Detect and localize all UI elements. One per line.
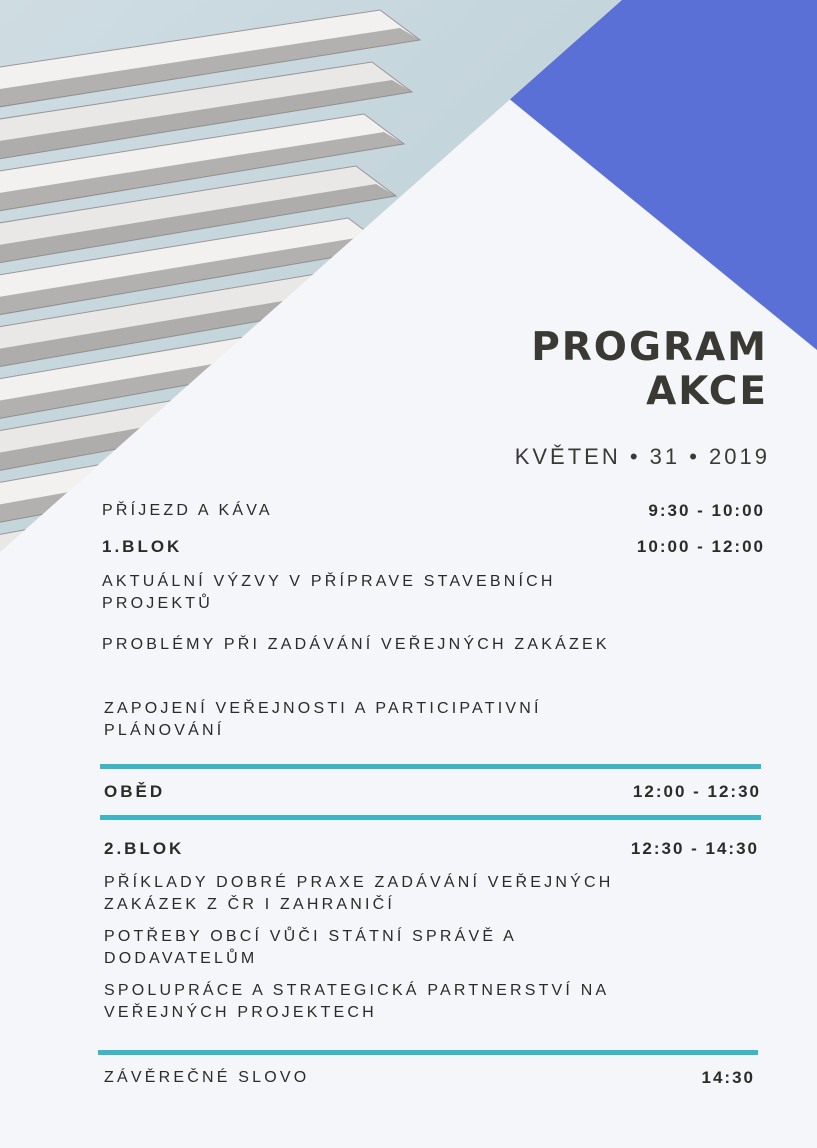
block1-item: ZAPOJENÍ VEŘEJNOSTI A PARTICIPATIVNÍ PLÁNOVÁNÍ — [104, 700, 542, 739]
closing-time: 14:30 — [701, 1068, 755, 1087]
block1-time: 10:00 - 12:00 — [636, 537, 765, 556]
block2-time: 12:30 - 14:30 — [630, 839, 759, 858]
block1-label: 1.BLOK — [102, 537, 183, 556]
block1-item: AKTUÁLNÍ VÝZVY V PŘÍPRAVE STAVEBNÍCH PROJEKTŮ — [102, 573, 556, 612]
title-line-2: AKCE — [646, 369, 768, 414]
block1-item: PROBLÉMY PŘI ZADÁVÁNÍ VEŘEJNÝCH ZAKÁZEK — [102, 636, 610, 653]
divider-line — [100, 764, 761, 769]
block2-item: POTŘEBY OBCÍ VŮČI STÁTNÍ SPRÁVĚ A DODAVATELŮM — [104, 928, 517, 967]
block2-item: SPOLUPRÁCE A STRATEGICKÁ PARTNERSTVÍ NA VEŘEJNÝCH PROJEKTECH — [104, 982, 609, 1021]
block2-item: PŘÍKLADY DOBRÉ PRAXE ZADÁVÁNÍ VEŘEJNÝCH ZAKÁZEK Z ČR I ZAHRANIČÍ — [104, 874, 614, 913]
event-date: KVĚTEN • 31 • 2019 — [514, 444, 770, 469]
title-line-1: PROGRAM — [531, 325, 768, 370]
closing-label: ZÁVĚREČNÉ SLOVO — [104, 1069, 310, 1086]
lunch-time: 12:00 - 12:30 — [632, 782, 761, 801]
arrival-label: PŘÍJEZD A KÁVA — [102, 502, 273, 519]
divider-line — [98, 1050, 758, 1055]
lunch-label: OBĚD — [104, 782, 166, 801]
arrival-time: 9:30 - 10:00 — [648, 501, 765, 520]
block2-label: 2.BLOK — [104, 839, 185, 858]
divider-line — [100, 815, 761, 820]
